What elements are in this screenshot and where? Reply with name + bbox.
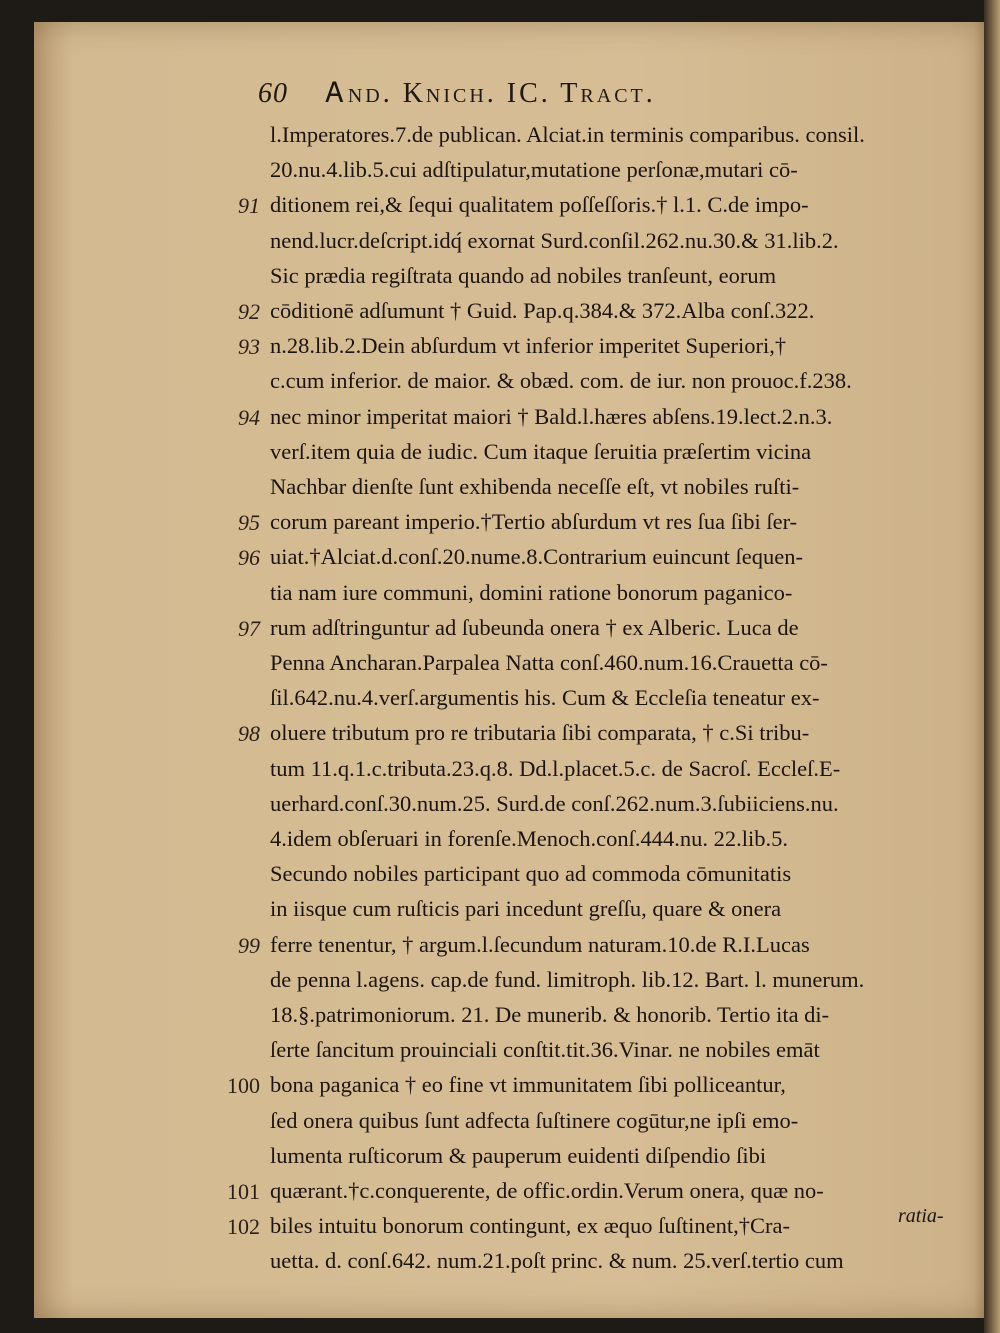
text-line: Secundo nobiles participant quo ad commoda cōmunitatis bbox=[270, 861, 792, 887]
text-line: oluere tributum pro re tributaria ſibi comparata, † c.Si tribu- bbox=[270, 720, 810, 746]
text-line: ſerte ſancitum prouinciali conſtit.tit.36.Vinar. ne nobiles emāt bbox=[270, 1037, 820, 1063]
margin-number: 93 bbox=[238, 334, 260, 360]
text-line: 20.nu.4.lib.5.cui adſtipulatur,mutatione perſonæ,mutari cō- bbox=[270, 157, 798, 183]
margin-number: 102 bbox=[227, 1214, 260, 1240]
text-line: 18.§.patrimoniorum. 21. De munerib. & honorib. Tertio ita di- bbox=[270, 1002, 830, 1027]
text-line: de penna l.agens. cap.de fund. limitroph. lib.12. Bart. l. munerum. bbox=[270, 966, 865, 992]
text-line: corum pareant imperio.†Tertio abſurdum vt res ſua ſibi ſer- bbox=[270, 509, 798, 535]
margin-number: 92 bbox=[238, 299, 260, 324]
margin-number: 100 bbox=[227, 1073, 260, 1099]
text-line: uerhard.conſ.30.num.25. Surd.de conſ.262.num.3.ſubiiciens.nu. bbox=[270, 790, 839, 816]
text-line: bona paganica † eo fine vt immunitatem ſibi polliceantur, bbox=[270, 1072, 786, 1098]
text-line: uiat.†Alciat.d.conſ.20.nume.8.Contrarium euincunt ſequen- bbox=[270, 544, 803, 570]
text-line: ferre tenentur, † argum.l.ſecundum naturam.10.de R.I.Lucas bbox=[270, 931, 810, 957]
text-line: nend.lucr.deſcript.idq́ exornat Surd.conſil.262.nu.30.& 31.lib.2. bbox=[270, 227, 839, 253]
text-line: biles intuitu bonorum contingunt, ex æquo ſuſtinent,†Cra- bbox=[270, 1213, 790, 1239]
margin-number: 94 bbox=[238, 404, 260, 430]
margin-number: 99 bbox=[238, 932, 260, 958]
text-line: c.cum inferior. de maior. & obæd. com. de iur. non prouoc.f.238. bbox=[270, 368, 852, 394]
text-line: lumenta ruſticorum & pauperum euidenti diſpendio ſibi bbox=[270, 1142, 767, 1168]
catchword: ratia- bbox=[898, 1205, 944, 1227]
book-edge bbox=[984, 0, 1000, 1333]
running-title: Ꭺnd. Knich. IC. Tract. bbox=[326, 78, 656, 109]
page-number: 60 bbox=[258, 78, 288, 109]
page-header bbox=[258, 78, 958, 110]
margin-number: 101 bbox=[227, 1179, 260, 1204]
margin-number: 96 bbox=[238, 545, 260, 571]
margin-number: 95 bbox=[238, 510, 260, 536]
text-line: nec minor imperitat maiori † Bald.l.hæres abſens.19.lect.2.n.3. bbox=[270, 403, 833, 429]
text-line: ſed onera quibus ſunt adfecta ſuſtinere cogūtur,ne ipſi emo- bbox=[270, 1107, 799, 1133]
text-line: cōditionē adſumunt † Guid. Pap.q.384.& 372.Alba conſ.322. bbox=[270, 298, 815, 323]
text-line: 4.idem obſeruari in forenſe.Menoch.conſ.444.nu. 22.lib.5. bbox=[270, 826, 789, 851]
text-line: l.Imperatores.7.de publican. Alciat.in terminis comparibus. consil. bbox=[270, 122, 865, 147]
text-line: tum 11.q.1.c.tributa.23.q.8. Dd.l.placet.5.c. de Sacroſ. Eccleſ.E- bbox=[270, 755, 841, 781]
text-line: quærant.†c.conquerente, de offic.ordin.Verum onera, quæ no- bbox=[270, 1178, 824, 1203]
text-line: Penna Ancharan.Parpalea Natta conſ.460.num.16.Crauetta cō- bbox=[270, 650, 828, 675]
text-line: Sic prædia regiſtrata quando ad nobiles tranſeunt, eorum bbox=[270, 262, 777, 288]
text-line: n.28.lib.2.Dein abſurdum vt inferior imperitet Superiori,† bbox=[270, 333, 787, 359]
text-line: ſil.642.nu.4.verſ.argumentis his. Cum & Eccleſia teneatur ex- bbox=[270, 685, 820, 711]
text-line: rum adſtringuntur ad ſubeunda onera † ex Alberic. Luca de bbox=[270, 614, 799, 640]
margin-number: 91 bbox=[238, 193, 260, 219]
text-line: Nachbar dienſte ſunt exhibenda neceſſe eſt, vt nobiles ruſti- bbox=[270, 474, 800, 499]
margin-number: 97 bbox=[238, 615, 260, 641]
text-line: in iisque cum ruſticis pari incedunt greſſu, quare & onera bbox=[270, 896, 782, 922]
margin-number: 98 bbox=[238, 721, 260, 747]
text-line: verſ.item quia de iudic. Cum itaque ſeruitia præſertim vicina bbox=[270, 438, 812, 464]
text-line: uetta. d. conſ.642. num.21.poſt princ. & num. 25.verſ.tertio cum bbox=[270, 1248, 844, 1274]
text-line: ditionem rei,& ſequi qualitatem poſſeſſoris.† l.1. C.de impo- bbox=[270, 192, 809, 218]
text-line: tia nam iure communi, domini ratione bonorum paganico- bbox=[270, 579, 793, 605]
